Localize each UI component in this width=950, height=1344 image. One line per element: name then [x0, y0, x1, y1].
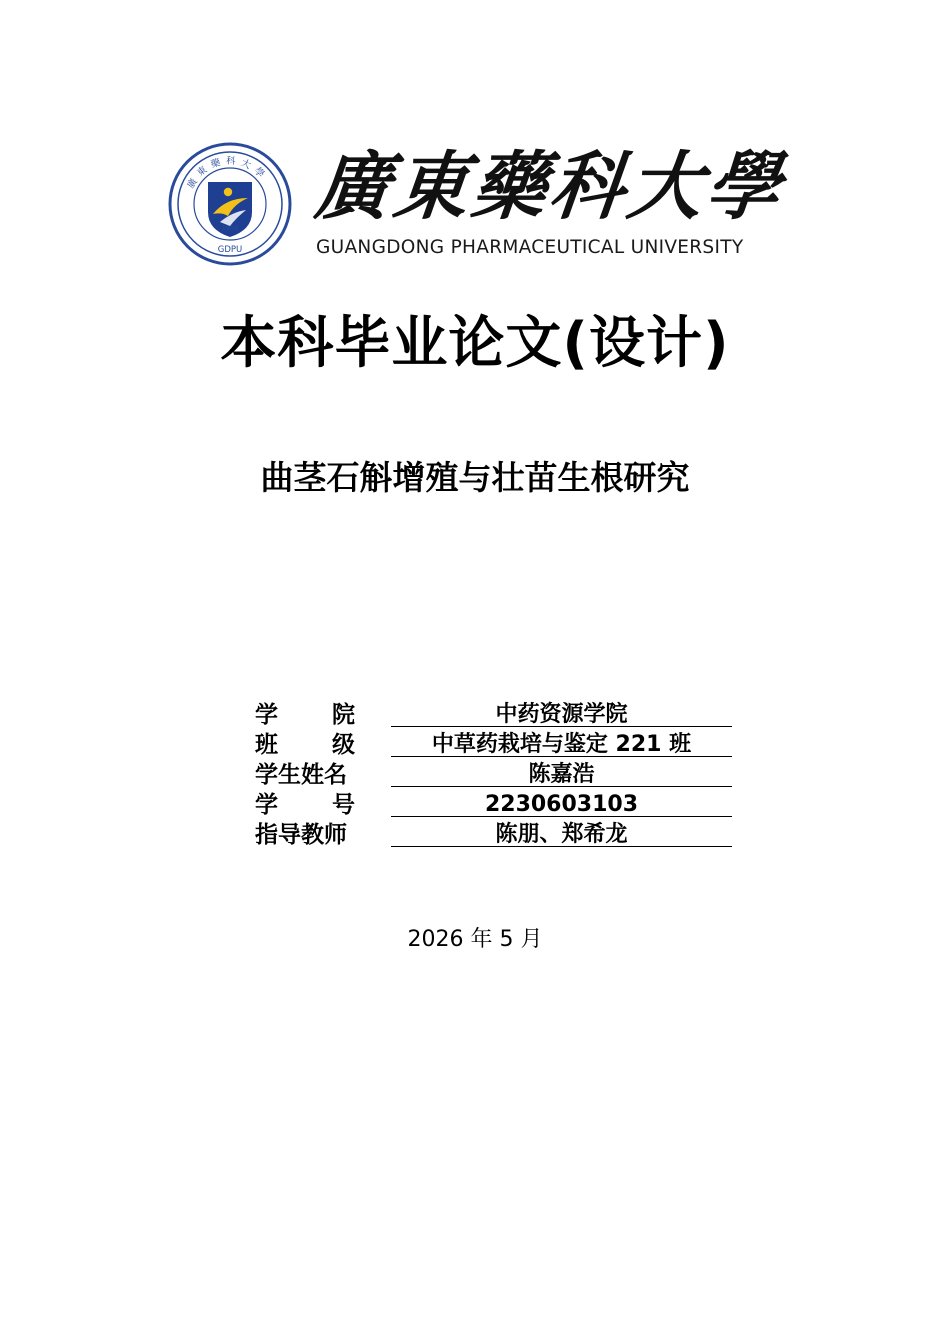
student-name-value: 陈嘉浩 — [391, 758, 732, 787]
info-row-student-name — [255, 758, 735, 788]
advisor-value: 陈朋、郑希龙 — [391, 818, 732, 847]
advisor-label: 指导教师 — [255, 822, 347, 848]
class-label: 班级 — [255, 732, 355, 758]
info-row-college — [255, 698, 735, 728]
thesis-title: 曲茎石斛增殖与壮苗生根研究 — [260, 458, 690, 497]
student-id-label: 学号 — [255, 792, 355, 818]
student-info-table — [255, 698, 735, 848]
info-row-student-id — [255, 788, 735, 818]
university-name-chinese: 廣東藥科大學 — [311, 144, 789, 230]
college-label: 学院 — [255, 702, 355, 728]
college-value: 中药资源学院 — [391, 698, 732, 727]
student-name-label: 学生姓名 — [255, 762, 347, 788]
document-type-title: 本科毕业论文(设计) — [220, 311, 730, 376]
seal-year: 1958 — [221, 224, 239, 232]
university-header — [168, 140, 789, 265]
info-row-class — [255, 728, 735, 758]
seal-ring-text: 廣東藥科大學 — [185, 155, 270, 191]
seal-abbreviation: GDPU — [217, 245, 243, 255]
info-row-advisor — [255, 818, 735, 848]
submission-date: 2026 年 5 月 — [407, 927, 543, 952]
university-name-english: GUANGDONG PHARMACEUTICAL UNIVERSITY — [316, 237, 744, 258]
class-value: 中草药栽培与鉴定 221 班 — [391, 728, 732, 757]
university-seal-logo — [168, 142, 292, 266]
student-id-value: 2230603103 — [391, 788, 732, 817]
